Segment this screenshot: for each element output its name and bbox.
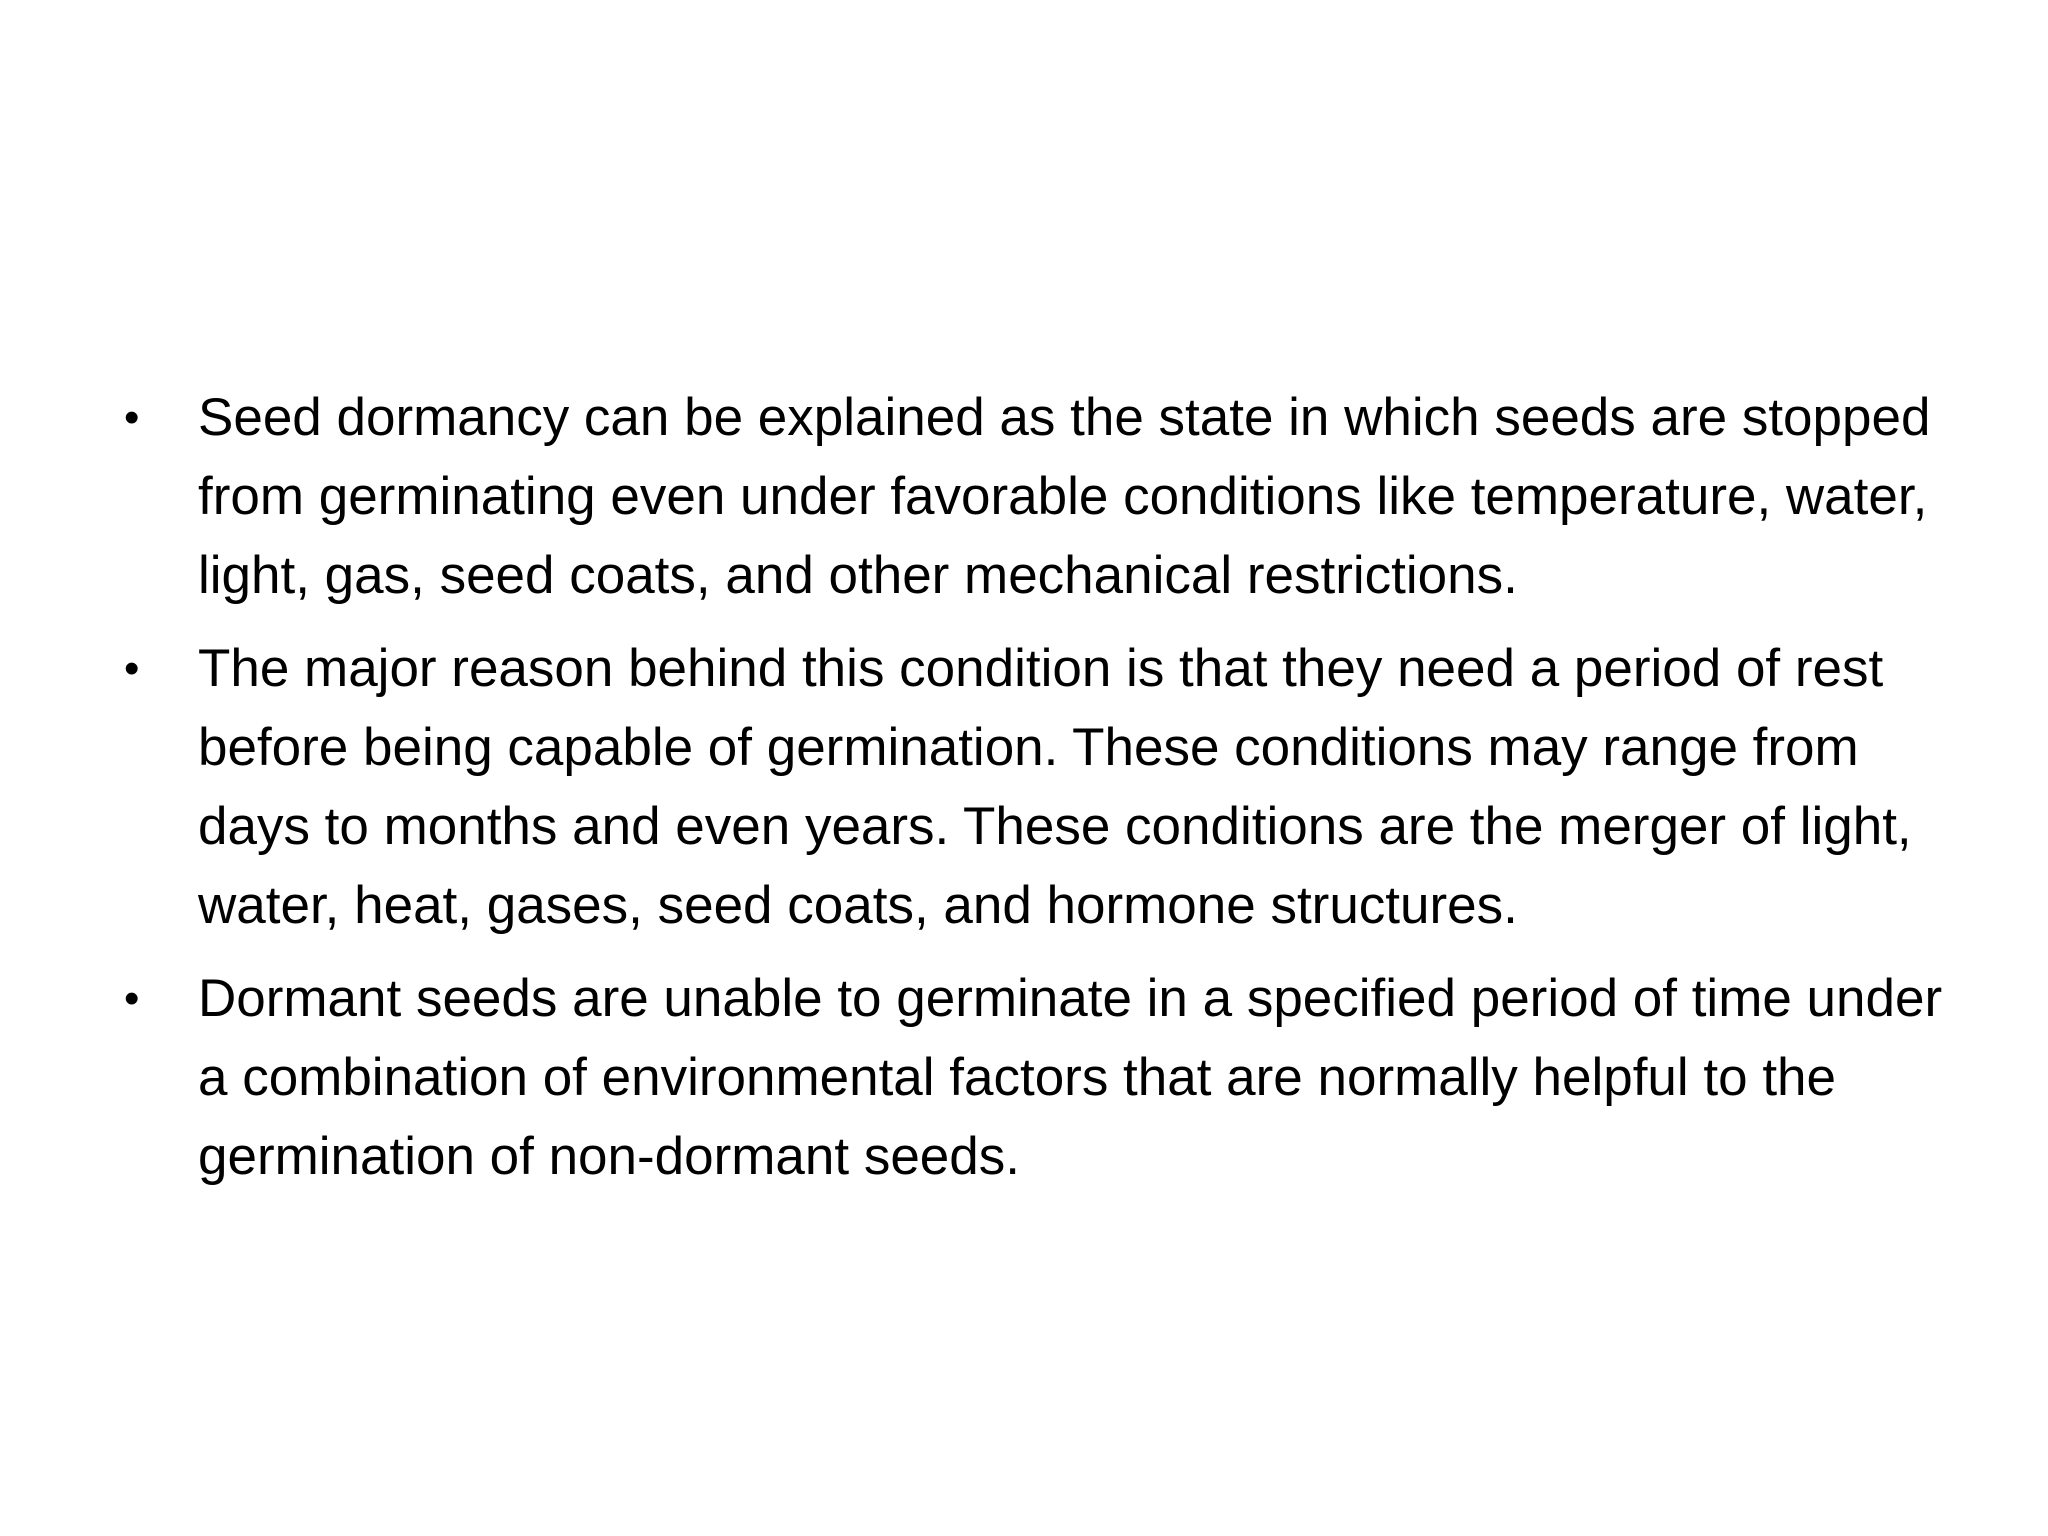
bullet-item-2 bbox=[118, 629, 1958, 945]
bullet-item-3 bbox=[118, 959, 1958, 1196]
bullet-text: Seed dormancy can be explained as the state in which seeds are stopped from germinating even under favorable conditions like temperature, water, light, gas, seed coats, and other mechanical restrictions. bbox=[198, 388, 1931, 605]
bullet-marker: • bbox=[124, 974, 140, 1023]
bullet-marker: • bbox=[124, 644, 140, 693]
bullet-marker: • bbox=[124, 393, 140, 442]
bullet-list bbox=[118, 378, 1958, 1210]
bullet-text: The major reason behind this condition is that they need a period of rest before being capable of germination. These conditions may range from days to months and even years. These conditions are the merger of light, water, heat, gases, seed coats, and hormone structures. bbox=[198, 639, 1912, 935]
bullet-item-1 bbox=[118, 378, 1958, 615]
bullet-text: Dormant seeds are unable to germinate in a specified period of time under a combination of environmental factors that are normally helpful to the germination of non-dormant seeds. bbox=[198, 969, 1943, 1186]
